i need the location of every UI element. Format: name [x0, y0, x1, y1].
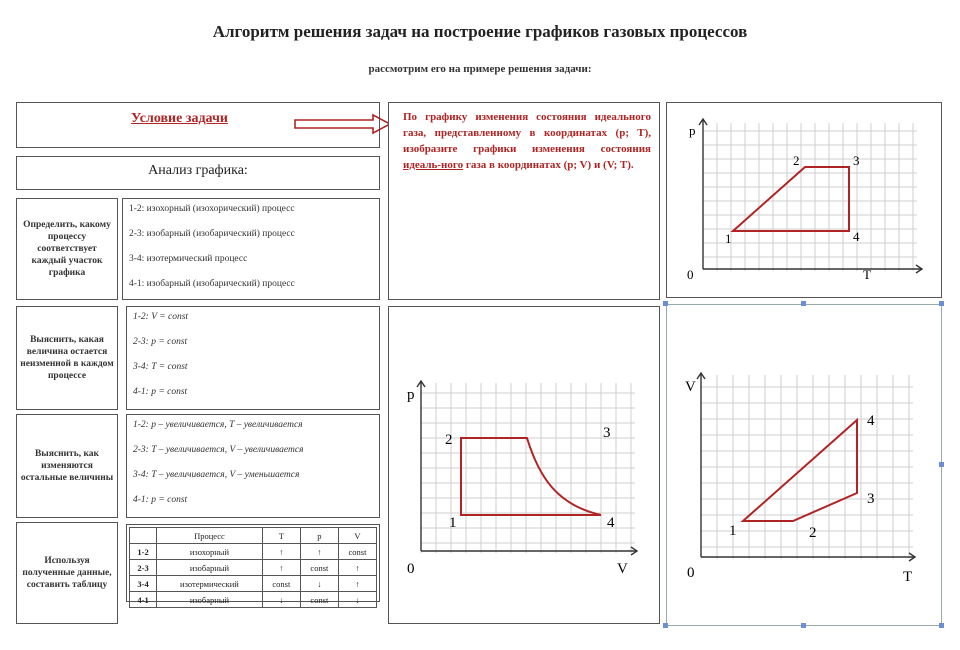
point-label: 2: [445, 432, 453, 448]
task-underlined: идеаль-ного: [403, 159, 464, 171]
point-label: 3: [603, 425, 611, 441]
table-cell: ↑: [262, 560, 300, 576]
table-row: [130, 576, 377, 592]
y-axis-label: p: [407, 387, 415, 403]
list-item: 3-4: изотермический процесс: [129, 254, 248, 264]
point-label: 1: [725, 231, 732, 246]
table-header: Процесс: [157, 528, 263, 544]
step4-label: Используя полученные данные, составить таблицу: [16, 522, 118, 624]
table-cell: const: [338, 544, 376, 560]
graph-pT: [667, 103, 941, 297]
point-label: 4: [853, 229, 860, 244]
table-cell: ↓: [262, 592, 300, 608]
resize-handle[interactable]: [939, 462, 944, 467]
table-cell: const: [300, 592, 338, 608]
point-label: 3: [867, 491, 875, 507]
x-axis-label: T: [863, 267, 871, 282]
process-cycle: [461, 438, 601, 515]
step2-list: [126, 306, 380, 410]
table-cell: ↓: [300, 576, 338, 592]
list-item: 2-3: T – увеличивается, V – увеличивается: [133, 445, 304, 455]
process-table: [129, 527, 377, 608]
table-cell: изобарный: [157, 560, 263, 576]
task-box: [388, 102, 660, 300]
step2-label: Выяснить, какая величина остается неизменной в каждом процессе: [16, 306, 118, 410]
point-label: 2: [793, 153, 800, 168]
table-cell: ↑: [338, 576, 376, 592]
task-text-end: газа в координатах (p; V) и (V; T).: [463, 159, 634, 171]
condition-box: [16, 102, 380, 148]
table-row: [130, 560, 377, 576]
y-axis-label: p: [689, 123, 696, 138]
analysis-box: [16, 156, 380, 190]
table-header: V: [338, 528, 376, 544]
page-title: Алгоритм решения задач на построение графиков газовых процессов: [212, 22, 748, 41]
table-cell: ↓: [338, 592, 376, 608]
page-subtitle: рассмотрим его на примере решения задачи:: [368, 63, 592, 75]
condition-label: Условие задачи: [131, 111, 228, 126]
point-label: 4: [607, 515, 615, 531]
table-cell: ↑: [300, 544, 338, 560]
resize-handle[interactable]: [939, 301, 944, 306]
table-cell: ↑: [262, 544, 300, 560]
table-cell: 2-3: [130, 560, 157, 576]
analysis-label: Анализ графика:: [148, 163, 248, 178]
list-item: 4-1: p = const: [133, 387, 188, 397]
table-cell: изотермический: [157, 576, 263, 592]
table-cell: изохорный: [157, 544, 263, 560]
table-header: [130, 528, 157, 544]
graph-pV: [389, 307, 659, 623]
table-cell: изобарный: [157, 592, 263, 608]
table-row: [130, 592, 377, 608]
graph-VT: [667, 305, 941, 625]
resize-handle[interactable]: [663, 623, 668, 628]
x-axis-label: V: [617, 561, 628, 577]
list-item: 1-2: V = const: [133, 312, 189, 322]
table-cell: 1-2: [130, 544, 157, 560]
list-item: 1-2: p – увеличивается, T – увеличивается: [133, 420, 303, 430]
table-cell: 3-4: [130, 576, 157, 592]
table-header: p: [300, 528, 338, 544]
table-row: [130, 544, 377, 560]
list-item: 3-4: T – увеличивается, V – уменьшается: [133, 470, 300, 480]
task-text: По графику изменения состояния идеального газа, представленному в координатах (p; T), изобразите графики изменения состояния: [403, 111, 651, 155]
point-label: 1: [729, 523, 737, 539]
point-label: 3: [853, 153, 860, 168]
step4-table-box: [126, 524, 380, 605]
graph-pV-box: [388, 306, 660, 624]
point-label: 2: [809, 525, 817, 541]
list-item: 1-2: изохорный (изохорический) процесс: [129, 204, 295, 214]
origin-label: 0: [687, 565, 695, 581]
table-header-row: [130, 528, 377, 544]
step1-label: Определить, какому процессу соответствует каждый участок графика: [16, 198, 118, 300]
table-header: T: [262, 528, 300, 544]
list-item: 2-3: изобарный (изобарический) процесс: [129, 229, 295, 239]
step3-list: [126, 414, 380, 518]
x-axis-label: T: [903, 569, 913, 585]
table-cell: const: [300, 560, 338, 576]
list-item: 4-1: изобарный (изобарический) процесс: [129, 279, 295, 289]
graph-VT-box[interactable]: [666, 304, 942, 626]
list-item: 4-1: p = const: [133, 495, 188, 505]
right-arrow-icon: [293, 113, 393, 135]
resize-handle[interactable]: [801, 301, 806, 306]
table-cell: ↑: [338, 560, 376, 576]
list-item: 3-4: T = const: [133, 362, 188, 372]
resize-handle[interactable]: [801, 623, 806, 628]
step3-label: Выяснить, как изменяются остальные величины: [16, 414, 118, 518]
process-cycle: [733, 167, 849, 231]
graph-pT-box: [666, 102, 942, 298]
resize-handle[interactable]: [939, 623, 944, 628]
point-label: 1: [449, 515, 457, 531]
origin-label: 0: [687, 267, 694, 282]
resize-handle[interactable]: [663, 301, 668, 306]
table-cell: 4-1: [130, 592, 157, 608]
list-item: 2-3: p = const: [133, 337, 188, 347]
y-axis-label: V: [685, 379, 696, 395]
table-cell: const: [262, 576, 300, 592]
point-label: 4: [867, 413, 875, 429]
step1-list: [122, 198, 380, 300]
origin-label: 0: [407, 561, 415, 577]
